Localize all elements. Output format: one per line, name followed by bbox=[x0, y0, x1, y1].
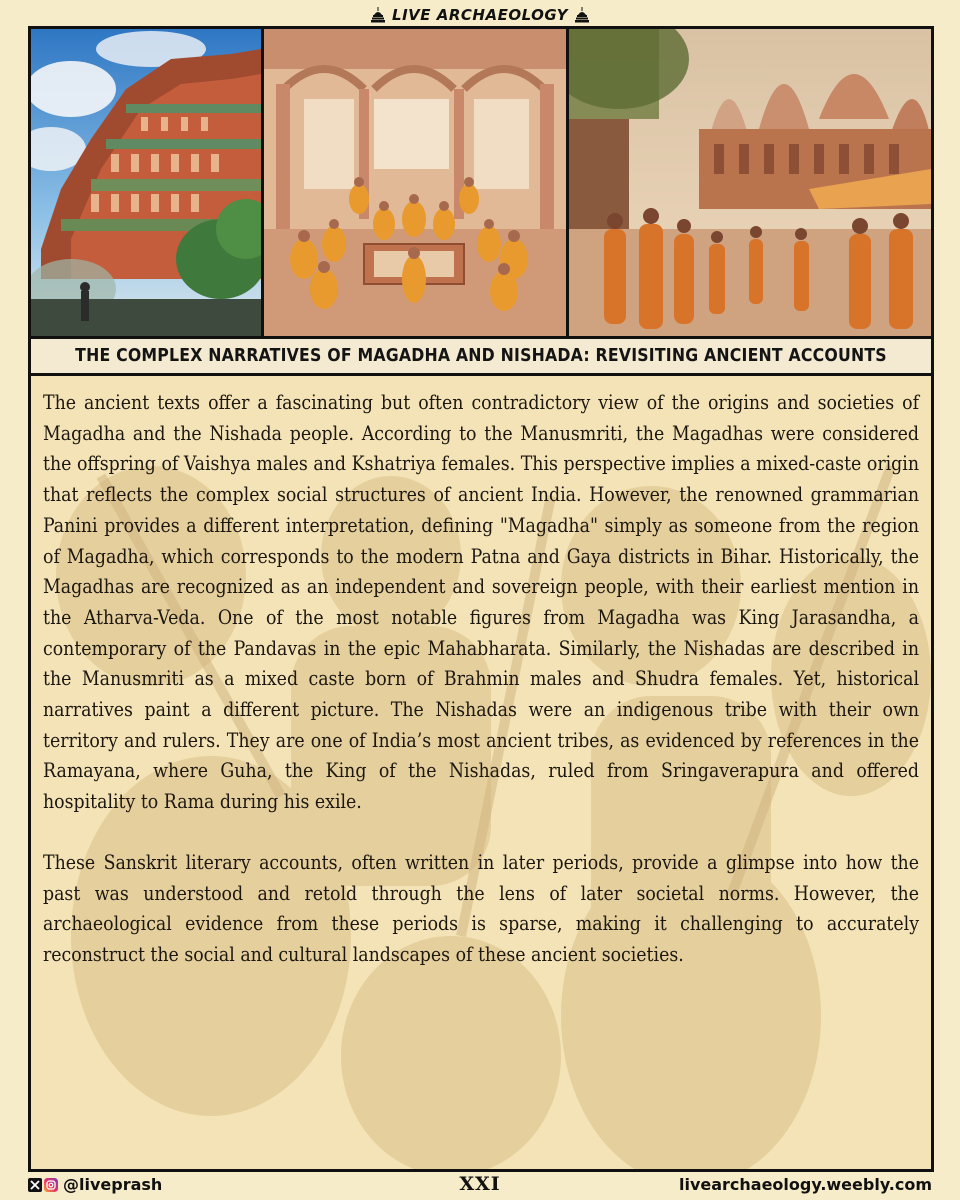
image-strip bbox=[31, 29, 931, 339]
social-handle[interactable]: @liveprash bbox=[63, 1175, 163, 1194]
footer bbox=[0, 1174, 960, 1196]
stupa-icon bbox=[370, 7, 386, 23]
palace-landscape-image bbox=[31, 29, 261, 336]
site-header bbox=[0, 4, 960, 26]
monks-assembly-image bbox=[264, 29, 566, 336]
page-number: XXI bbox=[459, 1173, 501, 1195]
page-frame bbox=[28, 26, 934, 1172]
temple-street-image bbox=[566, 29, 931, 336]
body-paragraph-1: The ancient texts offer a fascinating but often contradictory view of the origins and societies of Magadha and the Nishada people. According to the Manusmriti, the Magadhas were considered the offspring of Vaishya males and Kshatriya females. This perspective implies a mixed-caste origin that reflects the complex social structures of ancient India. However, the renowned grammarian Panini provides a different interpretation, defining "Magadha" simply as someone from the region of Magadha, which corresponds to the modern Patna and Gaya districts in Bihar. Historically, the Magadhas are recognized as an independent and sovereign people, with their earliest mention in the Atharva-Veda. One of the most notable figures from Magadha was King Jarasandha, a contemporary of the Pandavas in the epic Mahabharata. Similarly, the Nishadas are described in the Manusmriti as a mixed caste born of Brahmin males and Shudra females. Yet, historical narratives paint a different picture. The Nishadas were an indigenous tribe with their own territory and rulers. They are one of India’s most ancient tribes, as evidenced by references in the Ramayana, where Guha, the King of the Nishadas, ruled from Sringaverapura and offered hospitality to Rama during his exile. bbox=[43, 391, 919, 814]
temple-street-image bbox=[569, 29, 931, 336]
ancient-city-palace-image bbox=[31, 29, 261, 336]
body-paragraph-2: These Sanskrit literary accounts, often written in later periods, provide a glimpse into how the past was understood and retold through the lens of later societal norms. However, the archaeological evidence from these periods is sparse, making it challenging to accurately reconstruct the social and cultural landscapes of these ancient societies. bbox=[43, 850, 919, 966]
page-title: THE COMPLEX NARRATIVES OF MAGADHA AND NISHADA: REVISITING ANCIENT ACCOUNTS bbox=[31, 339, 931, 376]
assembly-hall-image bbox=[261, 29, 566, 336]
article-body bbox=[31, 376, 931, 1169]
website-link[interactable]: livearchaeology.weebly.com bbox=[678, 1175, 932, 1194]
brand-name: LIVE ARCHAEOLOGY bbox=[392, 6, 568, 24]
stupa-icon bbox=[574, 7, 590, 23]
